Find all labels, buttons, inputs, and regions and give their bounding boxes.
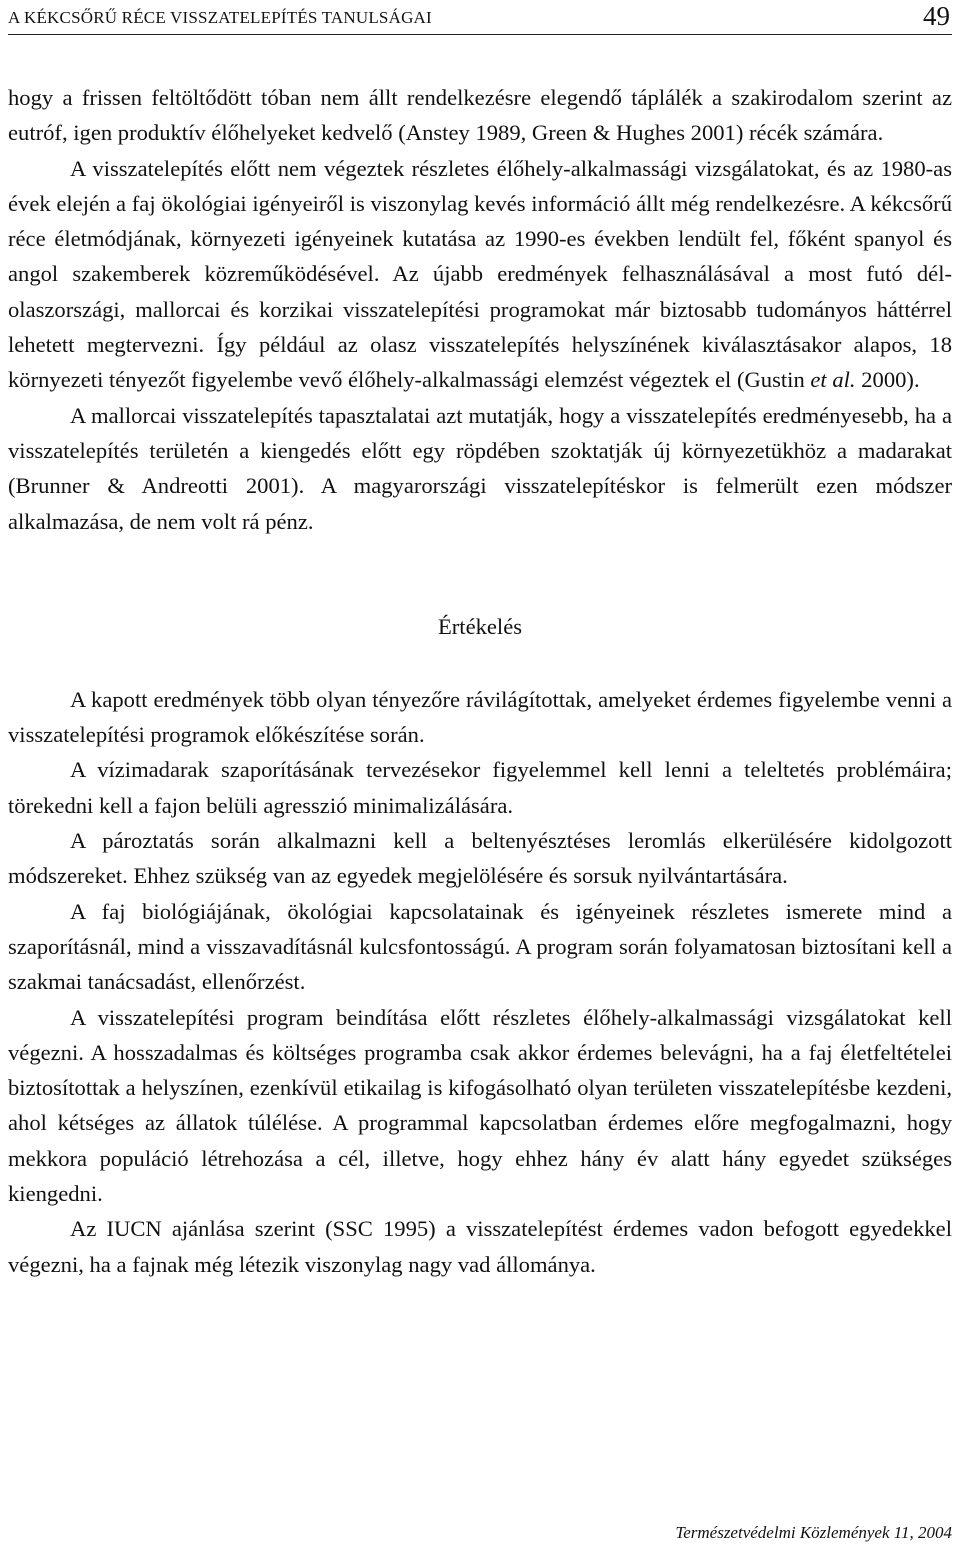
citation-et-al: et al. — [810, 367, 856, 393]
paragraph-evaluation-6: Az IUCN ajánlása szerint (SSC 1995) a visszatelepítést érdemes vadon befogott egyedekkel végezni, ha a fajnak még létezik viszonylag nagy vad állománya. — [8, 1216, 952, 1277]
paragraph-evaluation-5: A visszatelepítési program beindítása előtt részletes élőhely-alkalmassági vizsgálatokat kell végezni. A hosszadalmas és költséges programba csak akkor érdemes belevágni, ha a faj életfeltételei biztosítottak a helyszínen, ezenkívül etikailag is kifogásolható olyan területen visszatelepítésbe kezdeni, ahol kétséges az állatok túlélése. A programmal kapcsolatban érdemes előre megfogalmazni, hogy mekkora populáció létrehozása a cél, illetve, hogy ehhez hány év alatt hány egyedet szükséges kiengedni. — [8, 1004, 952, 1207]
page-number: 49 — [923, 1, 950, 31]
running-header — [8, 0, 952, 35]
paragraph-evaluation-1: A kapott eredmények több olyan tényezőre rávilágítottak, amelyeket érdemes figyelembe venni a visszatelepítési programok előkészítése során. — [8, 686, 952, 748]
paragraph-evaluation-3: A pároztatás során alkalmazni kell a beltenyésztéses leromlás elkerülésére kidolgozott módszereket. Ehhez szükség van az egyedek megjelölésére és sorsuk nyilvántartására. — [8, 828, 952, 889]
paragraph-habitat-assessment-text: A visszatelepítés előtt nem végeztek részletes élőhely-alkalmassági vizsgálatokat, és az 1980-as évek elején a faj ökológiai igényeiről is viszonylag kevés információ állt még rendelkezésre. A kékcsőrű réce életmódjának, környezeti igényeinek kutatása az 1990-es években lendült fel, főként spanyol és angol szakemberek közreműködésével. Az újabb eredmények felhasználásával a most futó dél-olaszországi, mallorcai és korzikai visszatelepítési programokat már biztosabb tudományos háttérrel lehetett megtervezni. Így például az olasz visszatelepítés helyszínének kiválasztásakor alapos, 18 környezeti tényezőt figyelembe vevő élőhely-alkalmassági elemzést végeztek el (Gustin — [8, 155, 952, 393]
section-heading: Értékelés — [437, 613, 523, 639]
citation-year: 2000). — [855, 367, 920, 393]
paragraph-evaluation-2: A vízimadarak szaporításának tervezésekor figyelemmel kell lenni a teleltetés problémáira; törekedni kell a fajon belüli agresszió minimalizálására. — [8, 757, 952, 818]
running-title: A KÉKCSŐRŰ RÉCE VISSZATELEPÍTÉS TANULSÁGAI — [8, 8, 432, 27]
journal-footer: Természetvédelmi Közlemények 11, 2004 — [675, 1523, 952, 1542]
paragraph-habitat-assessment — [8, 151, 952, 398]
paragraph-evaluation-4: A faj biológiájának, ökológiai kapcsolatainak és igényeinek részletes ismerete mind a szaporításnál, mind a visszavadításnál kulcsfontosságú. A program során folyamatosan biztosítani kell a szakmai tanácsadást, ellenőrzést. — [8, 898, 952, 995]
body-text — [8, 80, 952, 1282]
paragraph-continuation: hogy a frissen feltöltődött tóban nem állt rendelkezésre elegendő táplálék a szakirodalom szerint az eutróf, igen produktív élőhelyeket kedvelő (Anstey 1989, Green & Hughes 2001) récék számára. — [8, 85, 952, 146]
paragraph-mallorca: A mallorcai visszatelepítés tapasztalatai azt mutatják, hogy a visszatelepítés eredményesebb, ha a visszatelepítés területén a kiengedés előtt egy röpdében szoktatják új környezetükhöz a madarakat (Brunner & Andreotti 2001). A magyarországi visszatelepítéskor is felmerült ezen módszer alkalmazása, de nem volt rá pénz. — [8, 402, 952, 534]
